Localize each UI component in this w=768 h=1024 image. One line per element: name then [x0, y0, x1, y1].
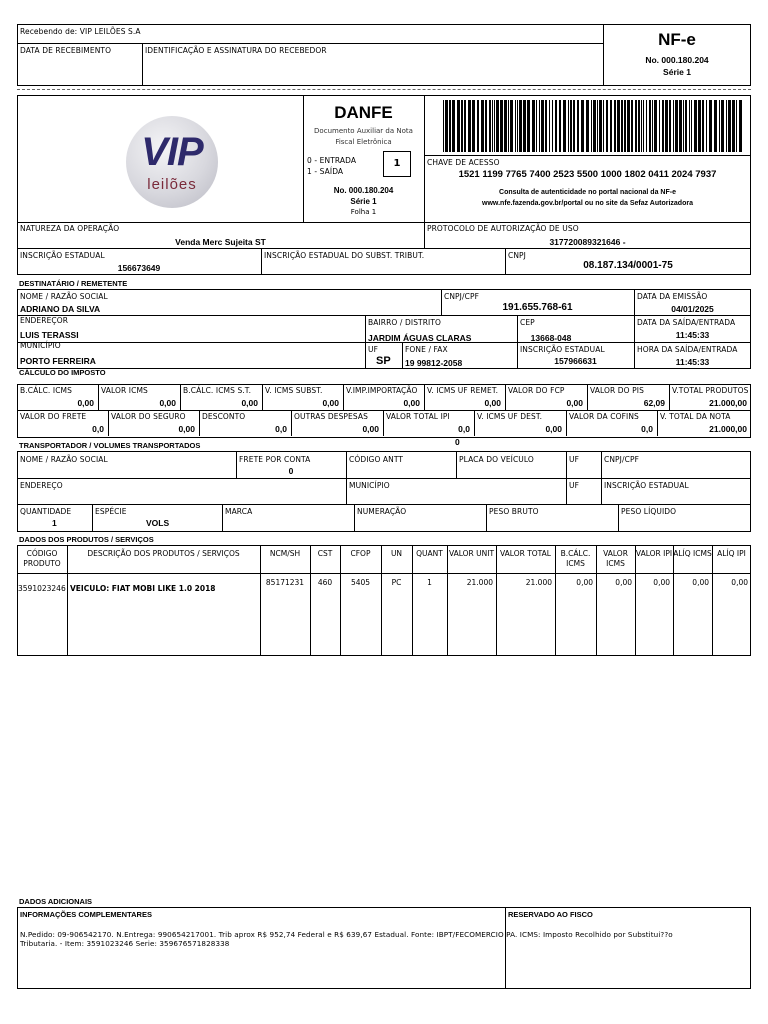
cnpj-label: CNPJ	[508, 251, 526, 260]
imposto-value: 0,00	[77, 398, 94, 408]
ie-value: 156673649	[117, 263, 161, 273]
imposto-value: 0,0	[458, 424, 470, 434]
saida-label: 1 - SAÍDA	[307, 167, 344, 176]
access-key-label: CHAVE DE ACESSO	[427, 158, 500, 167]
consulta-line2: www.nfe.fazenda.gov.br/portal ou no site da Sefaz Autorizadora	[482, 200, 693, 207]
transp-frete-label: FRETE POR CONTA	[239, 455, 311, 464]
produto-header: VALOR TOTAL	[500, 549, 551, 558]
imposto-label: VALOR DO FRETE	[20, 412, 87, 421]
transp-numeracao-label: NUMERAÇÃO	[357, 507, 407, 516]
produto-header: QUANT	[416, 549, 443, 558]
imposto-label: V.TOTAL PRODUTOS	[672, 386, 749, 395]
imposto-value: 0,0	[641, 424, 653, 434]
imposto-label: B.CÁLC. ICMS S.T.	[183, 386, 252, 395]
produto-cell: PC	[391, 578, 402, 587]
dest-hora-label: HORA DA SAÍDA/ENTRADA	[637, 345, 738, 354]
transportador-section: TRANSPORTADOR / VOLUMES TRANSPORTADOS	[19, 441, 201, 450]
imposto-value: 0,00	[403, 398, 420, 408]
produto-header: VALOR IPI	[635, 549, 673, 558]
dest-ie-label: INSCRIÇÃO ESTADUAL	[520, 345, 605, 354]
imposto-value: 62,09	[643, 398, 665, 408]
imposto-label: V. ICMS UF DEST.	[477, 412, 543, 421]
imposto-section: CÁLCULO DO IMPOSTO	[19, 368, 106, 377]
imposto-value: 21.000,00	[709, 424, 747, 434]
produto-header: DESCRIÇÃO DOS PRODUTOS / SERVIÇOS	[87, 549, 240, 558]
receipt-from: Recebendo de: VIP LEILÕES S.A	[20, 27, 141, 36]
imposto-label: VALOR ICMS	[101, 386, 148, 395]
transp-frete: 0	[288, 466, 294, 476]
natureza-label: NATUREZA DA OPERAÇÃO	[20, 224, 120, 233]
imposto-label: V. ICMS SUBST.	[265, 386, 323, 395]
imposto-value: 0,00	[178, 424, 195, 434]
protocolo-label: PROTOCOLO DE AUTORIZAÇÃO DE USO	[427, 224, 579, 233]
danfe-title: DANFE	[334, 103, 393, 122]
produto-cell: 0,00	[653, 578, 670, 587]
dest-cpf-label: CNPJ/CPF	[444, 292, 479, 301]
transp-uf-label: UF	[569, 455, 580, 464]
imposto-value: 0,00	[322, 398, 339, 408]
produto-cell: 5405	[350, 578, 371, 587]
info-complementares-label: INFORMAÇÕES COMPLEMENTARES	[20, 910, 152, 919]
imposto-value: 0,00	[484, 398, 501, 408]
receipt-signature-label: IDENTIFICAÇÃO E ASSINATURA DO RECEBEDOR	[145, 46, 327, 55]
transp-antt-label: CÓDIGO ANTT	[349, 455, 404, 464]
danfe-serie: Série 1	[350, 197, 377, 206]
entrada-label: 0 - ENTRADA	[307, 156, 357, 165]
produto-cell: 21.000	[466, 578, 493, 587]
dest-saida: 11:45:33	[675, 330, 710, 340]
imposto-label: B.CÁLC. ICMS	[20, 386, 72, 395]
company-logo	[126, 116, 218, 208]
produto-cell: 0,00	[576, 578, 593, 587]
imposto-label: DESCONTO	[202, 412, 246, 421]
imposto-value: 0,0	[275, 424, 287, 434]
produto-header: VALOR UNIT	[448, 549, 495, 558]
dest-emissao: 04/01/2025	[671, 304, 714, 314]
danfe-folha: Folha 1	[350, 208, 377, 216]
nfe-title: NF-e	[658, 30, 696, 49]
logo-main-text: VIP	[141, 130, 203, 174]
dest-municipio: PORTO FERREIRA	[20, 356, 96, 366]
reservado-fisco-label: RESERVADO AO FISCO	[508, 910, 593, 919]
produto-header: CFOP	[350, 549, 371, 558]
dest-endereco: LUIS TERASSI	[20, 330, 79, 340]
transp-placa-label: PLACA DO VEÍCULO	[459, 455, 534, 464]
produto-cell: 1	[427, 578, 432, 587]
dest-saida-label: DATA DA SAÍDA/ENTRADA	[637, 318, 736, 327]
produto-header: B.CÁLC. ICMS	[560, 549, 591, 568]
transp-liquido-label: PESO LÍQUIDO	[621, 507, 677, 516]
dest-uf: SP	[376, 355, 391, 367]
consulta-line1: Consulta de autenticidade no portal nacional da NF-e	[499, 189, 676, 196]
produto-cell: 0,00	[615, 578, 632, 587]
produtos-table	[17, 545, 751, 656]
produto-cell: 460	[317, 578, 333, 587]
adicionais-box	[17, 907, 751, 989]
access-key-value: 1521 1199 7765 7400 2523 5500 1000 1802 0411 2024 7937	[458, 169, 717, 180]
transp-cnpj-label: CNPJ/CPF	[604, 455, 639, 464]
produtos-section: DADOS DOS PRODUTOS / SERVIÇOS	[19, 535, 154, 544]
transp-municipio-label: MUNICÍPIO	[349, 481, 390, 490]
transp-especie: VOLS	[146, 518, 170, 528]
dest-bairro-label: BAIRRO / DISTRITO	[368, 318, 442, 327]
transp-ie-label: INSCRIÇÃO ESTADUAL	[604, 481, 689, 490]
dest-emissao-label: DATA DA EMISSÃO	[637, 292, 708, 301]
produto-cell: 21.000	[525, 578, 552, 587]
transportador-zero: 0	[455, 437, 460, 447]
imposto-label: OUTRAS DESPESAS	[294, 412, 368, 421]
imposto-value: 0,00	[566, 398, 583, 408]
protocolo-value: 317720089321646 -	[549, 237, 626, 247]
imposto-label: VALOR DO PIS	[590, 386, 644, 395]
produto-header: UN	[390, 549, 403, 558]
imposto-label: VALOR DO SEGURO	[111, 412, 186, 421]
produto-header: ALÍQ IPI	[717, 549, 746, 558]
dest-nome-label: NOME / RAZÃO SOCIAL	[20, 292, 108, 301]
destinatario-section: DESTINATÁRIO / REMETENTE	[19, 279, 128, 288]
dest-bairro: JARDIM ÁGUAS CLARAS	[368, 333, 472, 343]
ie-label: INSCRIÇÃO ESTADUAL	[20, 251, 105, 260]
produto-header: VALOR ICMS	[603, 549, 628, 568]
dest-ie: 157966631	[554, 356, 597, 366]
dest-hora: 11:45:33	[675, 357, 710, 367]
imposto-value: 0,00	[159, 398, 176, 408]
nfe-serie: Série 1	[663, 67, 691, 77]
transp-qtd: 1	[52, 518, 57, 528]
imposto-value: 0,00	[241, 398, 258, 408]
produto-header: CST	[317, 549, 333, 558]
imposto-label: V. TOTAL DA NOTA	[660, 412, 731, 421]
produto-header: CÓDIGO PRODUTO	[23, 549, 61, 568]
dest-nome: ADRIANO DA SILVA	[20, 304, 101, 314]
transp-nome-label: NOME / RAZÃO SOCIAL	[20, 455, 108, 464]
barcode	[443, 100, 743, 152]
imposto-value: 0,00	[545, 424, 562, 434]
operation-type-box: 1	[383, 151, 411, 177]
dest-cep-label: CEP	[520, 318, 535, 327]
transp-especie-label: ESPÉCIE	[95, 507, 127, 516]
produto-header: ALÍQ ICMS	[673, 549, 712, 558]
natureza-value: Venda Merc Sujeita ST	[175, 237, 266, 247]
imposto-label: V.IMP.IMPORTAÇÃO	[346, 386, 418, 395]
info-line2: Tributaria. - Item: 3591023246 Serie: 359676571828338	[20, 939, 230, 948]
transp-uf2-label: UF	[569, 481, 580, 490]
logo-sub-text: leilões	[147, 176, 197, 193]
dest-cep: 13668-048	[530, 333, 572, 343]
dest-cpf: 191.655.768-61	[502, 302, 573, 313]
adicionais-section: DADOS ADICIONAIS	[19, 897, 93, 906]
produto-cell: 0,00	[731, 578, 748, 587]
imposto-label: VALOR DA COFINS	[569, 412, 639, 421]
dest-fone: 19 99812-2058	[405, 358, 463, 368]
imposto-value: 0,00	[362, 424, 379, 434]
info-line1: N.Pedido: 09-906542170. N.Entrega: 990654217001. Trib aprox R$ 952,74 Federal e R$ 639,67 Estadual. Fonte: IBPT/FECOMERCIO PA. ICMS: Imposto Recolhido por Substitui??o	[20, 930, 673, 939]
dest-municipio-label: MUNICÍPIO	[20, 341, 61, 350]
danfe-subtitle: Documento Auxiliar da Nota Fiscal Eletrônica	[314, 127, 413, 146]
cut-line	[17, 89, 751, 90]
transp-marca-label: MARCA	[225, 507, 253, 516]
produto-cell: 0,00	[692, 578, 709, 587]
imposto-value: 0,0	[92, 424, 104, 434]
produto-codigo: 3591023246	[18, 584, 66, 593]
imposto-value: 21.000,00	[709, 398, 747, 408]
transp-bruto-label: PESO BRUTO	[489, 507, 539, 516]
transp-qtd-label: QUANTIDADE	[20, 507, 72, 516]
danfe-number: No. 000.180.204	[333, 186, 394, 195]
imposto-label: V. ICMS UF REMET.	[427, 386, 499, 395]
nfe-number: No. 000.180.204	[645, 55, 709, 65]
imposto-label: VALOR TOTAL IPI	[386, 412, 450, 421]
ie-st-label: INSCRIÇÃO ESTADUAL DO SUBST. TRIBUT.	[264, 251, 425, 260]
imposto-label: VALOR DO FCP	[508, 386, 565, 395]
produto-cell: 85171231	[265, 578, 305, 587]
dest-fone-label: FONE / FAX	[405, 345, 448, 354]
dest-endereco-label: ENDEREÇOR	[20, 316, 69, 325]
transp-endereco-label: ENDEREÇO	[20, 481, 63, 490]
produto-descricao: VEICULO: FIAT MOBI LIKE 1.0 2018	[70, 584, 216, 593]
produto-header: NCM/SH	[269, 549, 301, 558]
receipt-date-label: DATA DE RECEBIMENTO	[20, 46, 112, 55]
cnpj-value: 08.187.134/0001-75	[583, 260, 673, 271]
dest-uf-label: UF	[368, 345, 379, 354]
